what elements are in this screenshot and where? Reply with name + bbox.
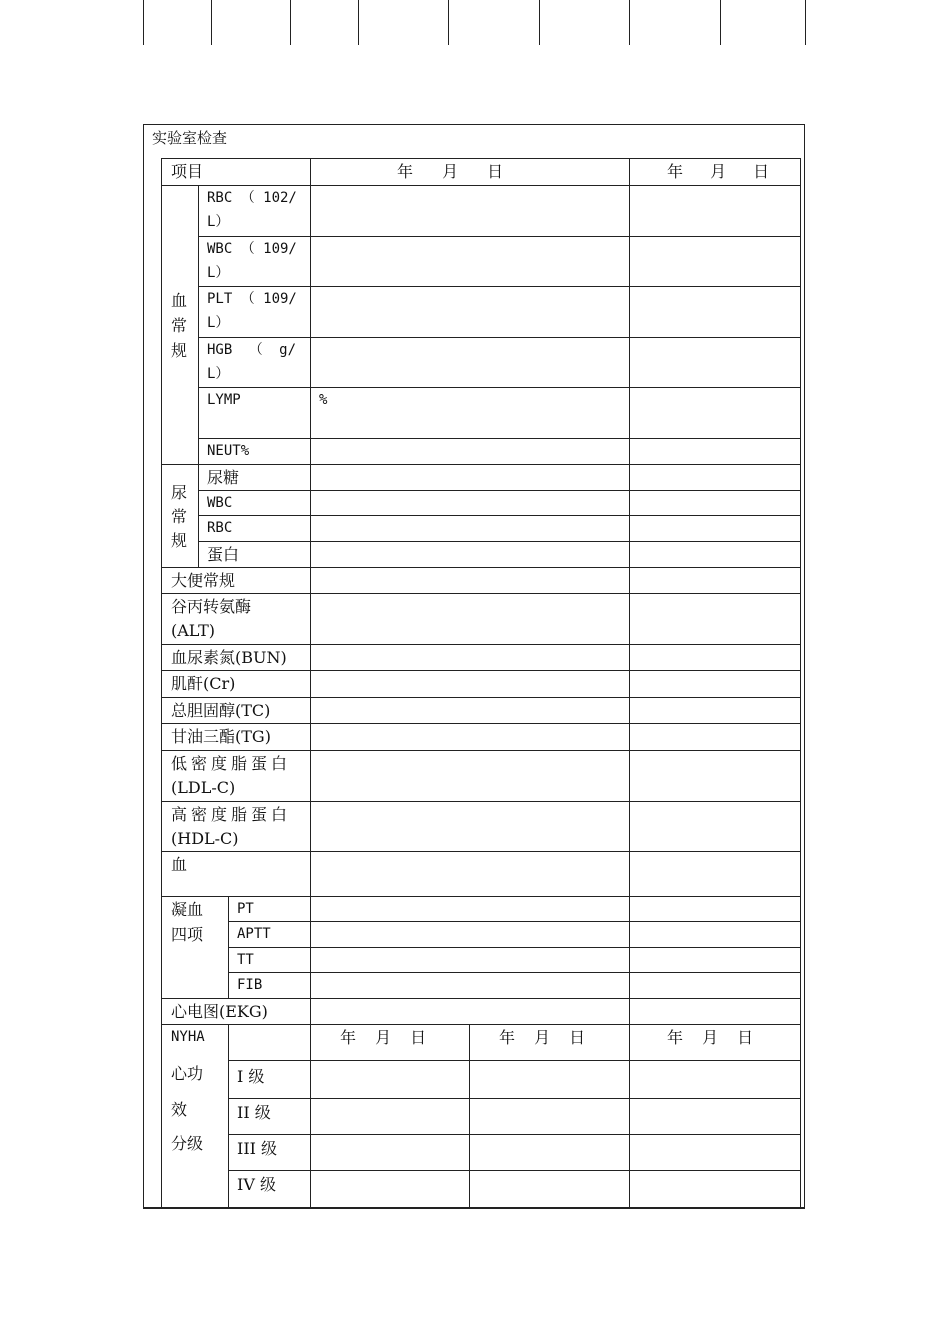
header-date-col: 年 月 日 <box>397 162 504 181</box>
blood-routine-label-3: 规 <box>171 341 188 360</box>
section-title: 实验室检查 <box>152 129 228 147</box>
grade-3-label: III 级 <box>237 1139 278 1158</box>
plt-label: PLT （ 109/ <box>207 291 297 307</box>
lymp-label: LYMP <box>207 392 241 408</box>
urine-routine-label-2: 常 <box>171 507 188 526</box>
rbc-unit: L） <box>207 214 230 230</box>
wbc-label: WBC （ 109/ <box>207 241 297 257</box>
hdl-label: 高密度脂蛋白 <box>171 805 292 824</box>
urine-rbc-label: RBC <box>207 520 233 536</box>
wbc-unit: L） <box>207 265 230 281</box>
alt-label: 谷丙转氨酶 <box>171 597 252 616</box>
tg-label: 甘油三酯(TG) <box>171 727 271 746</box>
hgb-unit: L） <box>207 366 230 382</box>
urine-sugar-label: 尿糖 <box>207 468 240 487</box>
nyha-date-col-1: 年 月 日 <box>340 1028 427 1047</box>
header-item: 项目 <box>171 162 204 181</box>
tt-label: TT <box>237 952 254 968</box>
tc-label: 总胆固醇(TC) <box>171 701 271 720</box>
grade-4-label: IV 级 <box>237 1175 276 1194</box>
nyha-label: NYHA <box>171 1029 205 1045</box>
bun-label: 血尿素氮(BUN) <box>171 648 287 667</box>
nyha-date-col-2: 年 月 日 <box>499 1028 586 1047</box>
fib-label: FIB <box>237 977 263 993</box>
ldl-abbr: (LDL-C) <box>171 778 236 797</box>
nyha-label-4: 分级 <box>171 1134 204 1153</box>
neut-label: NEUT% <box>207 443 250 459</box>
nyha-label-3: 效 <box>171 1100 188 1119</box>
grade-1-label: I 级 <box>237 1067 265 1086</box>
hdl-abbr: (HDL-C) <box>171 829 239 848</box>
urine-protein-label: 蛋白 <box>207 545 240 564</box>
rbc-label: RBC （ 102/ <box>207 190 297 206</box>
nyha-label-2: 心功 <box>171 1064 204 1083</box>
urine-routine-label-1: 尿 <box>171 483 188 502</box>
urine-routine-label-3: 规 <box>171 531 188 550</box>
ekg-label: 心电图(EKG) <box>171 1002 268 1021</box>
coag-label-2: 四项 <box>171 925 204 944</box>
lymp-percent: % <box>319 392 328 408</box>
blood-routine-label-1: 血 <box>171 291 188 310</box>
pt-label: PT <box>237 901 254 917</box>
cr-label: 肌酐(Cr) <box>171 674 236 693</box>
blood-routine-label-2: 常 <box>171 316 188 335</box>
alt-abbr: (ALT) <box>171 621 216 640</box>
plt-unit: L） <box>207 315 230 331</box>
aptt-label: APTT <box>237 926 271 942</box>
urine-wbc-label: WBC <box>207 495 233 511</box>
blood-item-label: 血 <box>171 855 188 874</box>
header-date-col2: 年 月 日 <box>667 162 770 181</box>
stool-routine-label: 大便常规 <box>171 571 236 590</box>
grade-2-label: II 级 <box>237 1103 271 1122</box>
ldl-label: 低密度脂蛋白 <box>171 754 292 773</box>
hgb-label: HGB （ g/ <box>207 342 297 358</box>
coag-label-1: 凝血 <box>171 900 204 919</box>
nyha-date-col-3: 年 月 日 <box>667 1028 754 1047</box>
